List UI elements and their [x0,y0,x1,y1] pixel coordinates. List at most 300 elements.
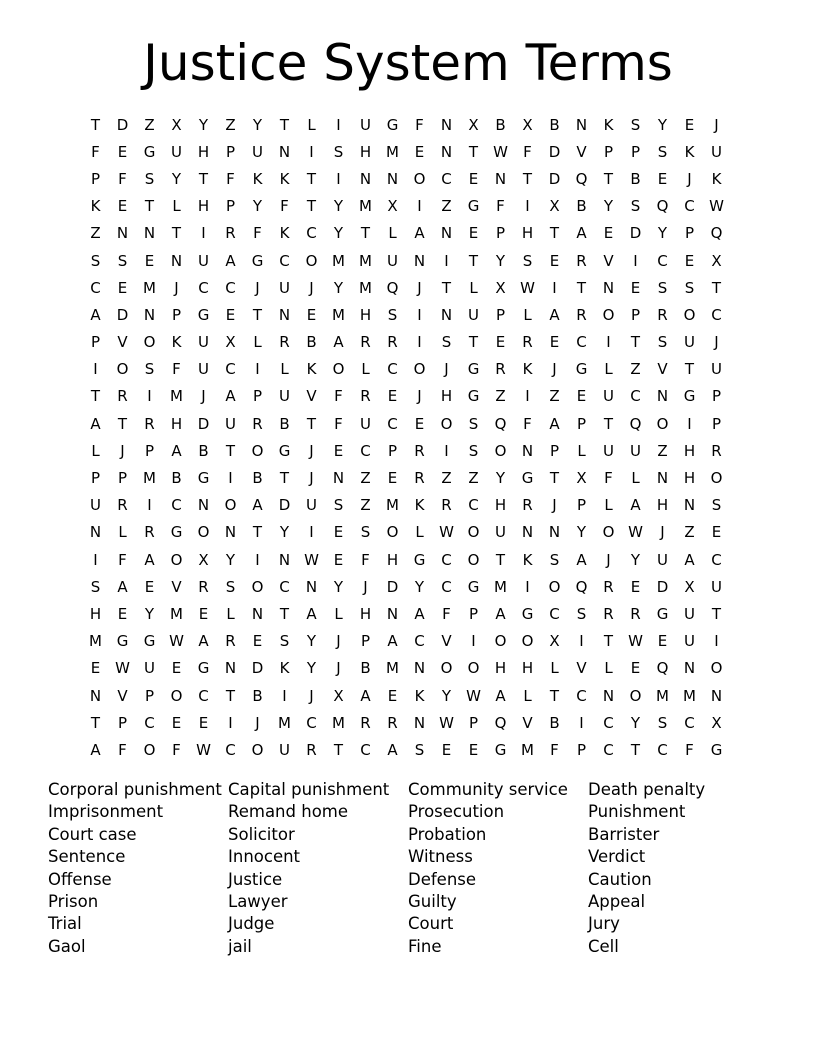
grid-letter[interactable]: G [521,604,534,623]
grid-letter[interactable]: J [309,469,314,488]
grid-letter[interactable]: B [360,659,371,678]
grid-letter[interactable]: I [255,550,260,569]
grid-letter[interactable]: N [413,251,426,270]
grid-letter[interactable]: P [630,305,641,324]
grid-letter[interactable]: A [144,550,155,569]
grid-letter[interactable]: A [684,550,695,569]
grid-letter[interactable]: J [336,659,341,678]
grid-letter[interactable]: T [468,251,479,270]
grid-letter[interactable]: Y [333,224,344,243]
grid-letter[interactable]: C [360,441,371,460]
grid-letter[interactable]: Y [306,659,317,678]
grid-letter[interactable]: E [387,469,398,488]
grid-letter[interactable]: O [548,577,561,596]
grid-letter[interactable]: C [198,686,209,705]
grid-letter[interactable]: Y [576,523,587,542]
grid-letter[interactable]: U [603,441,614,460]
grid-letter[interactable]: P [117,713,128,732]
grid-letter[interactable]: Y [279,523,290,542]
grid-letter[interactable]: S [117,251,128,270]
grid-letter[interactable]: A [90,305,101,324]
grid-letter[interactable]: F [442,604,451,623]
grid-letter[interactable]: U [90,496,101,515]
grid-letter[interactable]: L [307,115,316,134]
grid-letter[interactable]: H [440,387,453,406]
grid-letter[interactable]: C [306,224,317,243]
grid-letter[interactable]: T [198,169,209,188]
grid-letter[interactable]: C [711,550,722,569]
grid-letter[interactable]: C [441,577,452,596]
grid-letter[interactable]: V [117,333,128,352]
grid-letter[interactable]: S [90,251,101,270]
grid-letter[interactable]: R [117,496,128,515]
grid-letter[interactable]: P [360,632,371,651]
grid-letter[interactable]: O [629,686,642,705]
grid-letter[interactable]: J [552,496,557,515]
grid-letter[interactable]: L [91,441,100,460]
grid-letter[interactable]: N [413,659,426,678]
grid-letter[interactable]: V [657,360,668,379]
grid-letter[interactable]: E [414,142,425,161]
grid-letter[interactable]: L [577,441,586,460]
grid-letter[interactable]: G [575,360,588,379]
grid-letter[interactable]: F [91,142,100,161]
grid-letter[interactable]: P [387,441,398,460]
grid-letter[interactable]: U [279,278,290,297]
grid-letter[interactable]: O [683,305,696,324]
grid-letter[interactable]: A [117,577,128,596]
grid-letter[interactable]: E [657,632,668,651]
grid-letter[interactable]: N [278,142,291,161]
grid-letter[interactable]: V [603,251,614,270]
grid-letter[interactable]: W [493,142,508,161]
grid-letter[interactable]: N [251,604,264,623]
grid-letter[interactable]: L [469,278,478,297]
grid-letter[interactable]: E [414,414,425,433]
grid-letter[interactable]: J [660,523,665,542]
grid-letter[interactable]: C [576,686,587,705]
grid-letter[interactable]: K [414,496,425,515]
grid-letter[interactable]: X [711,251,722,270]
grid-letter[interactable]: E [495,333,506,352]
grid-letter[interactable]: S [333,496,344,515]
grid-letter[interactable]: I [444,251,449,270]
grid-letter[interactable]: N [440,305,453,324]
grid-letter[interactable]: C [684,713,695,732]
grid-letter[interactable]: J [417,278,422,297]
grid-letter[interactable]: T [360,224,371,243]
grid-letter[interactable]: I [687,414,692,433]
grid-letter[interactable]: G [467,577,480,596]
grid-letter[interactable]: U [684,333,695,352]
grid-letter[interactable]: T [603,414,614,433]
grid-letter[interactable]: N [359,169,372,188]
grid-letter[interactable]: F [118,740,127,759]
grid-letter[interactable]: W [304,550,319,569]
grid-letter[interactable]: I [417,305,422,324]
grid-letter[interactable]: O [440,414,453,433]
grid-letter[interactable]: G [170,523,183,542]
grid-letter[interactable]: N [656,387,669,406]
grid-letter[interactable]: T [684,360,695,379]
grid-letter[interactable]: U [684,604,695,623]
grid-letter[interactable]: J [552,360,557,379]
grid-letter[interactable]: U [360,115,371,134]
grid-letter[interactable]: K [603,115,614,134]
grid-letter[interactable]: P [576,740,587,759]
grid-letter[interactable]: E [684,115,695,134]
grid-letter[interactable]: X [522,115,533,134]
grid-letter[interactable]: E [468,740,479,759]
grid-letter[interactable]: I [228,713,233,732]
grid-letter[interactable]: E [468,224,479,243]
grid-letter[interactable]: H [521,224,534,243]
grid-letter[interactable]: I [633,251,638,270]
grid-letter[interactable]: L [361,360,370,379]
grid-letter[interactable]: X [225,333,236,352]
grid-letter[interactable]: A [171,441,182,460]
grid-letter[interactable]: J [714,115,719,134]
grid-letter[interactable]: K [522,550,533,569]
grid-letter[interactable]: L [334,604,343,623]
grid-letter[interactable]: O [467,659,480,678]
grid-letter[interactable]: Y [630,713,641,732]
grid-letter[interactable]: T [90,387,101,406]
grid-letter[interactable]: Y [630,550,641,569]
grid-letter[interactable]: E [117,604,128,623]
grid-letter[interactable]: G [413,550,426,569]
grid-letter[interactable]: N [602,278,615,297]
grid-letter[interactable]: X [495,278,506,297]
grid-letter[interactable]: R [414,469,425,488]
grid-letter[interactable]: U [306,496,317,515]
grid-letter[interactable]: T [171,224,182,243]
grid-letter[interactable]: Y [603,197,614,216]
grid-letter[interactable]: M [332,305,345,324]
grid-letter[interactable]: R [441,496,452,515]
grid-letter[interactable]: E [630,659,641,678]
grid-letter[interactable]: J [255,278,260,297]
grid-letter[interactable]: M [656,686,669,705]
grid-letter[interactable]: F [334,387,343,406]
grid-letter[interactable]: R [144,414,155,433]
grid-letter[interactable]: N [521,441,534,460]
grid-letter[interactable]: J [444,360,449,379]
grid-letter[interactable]: R [117,387,128,406]
grid-letter[interactable]: P [252,387,263,406]
grid-letter[interactable]: P [144,686,155,705]
grid-letter[interactable]: O [224,496,237,515]
grid-letter[interactable]: J [174,278,179,297]
grid-letter[interactable]: V [117,686,128,705]
grid-letter[interactable]: L [118,523,127,542]
grid-letter[interactable]: P [144,441,155,460]
grid-letter[interactable]: T [549,224,560,243]
grid-letter[interactable]: B [171,469,182,488]
grid-letter[interactable]: D [116,305,129,324]
grid-letter[interactable]: T [252,305,263,324]
grid-letter[interactable]: M [89,632,102,651]
grid-letter[interactable]: I [147,496,152,515]
grid-letter[interactable]: S [468,414,479,433]
grid-letter[interactable]: C [441,169,452,188]
grid-letter[interactable]: N [548,523,561,542]
grid-letter[interactable]: P [684,224,695,243]
grid-letter[interactable]: G [197,469,210,488]
grid-letter[interactable]: M [332,251,345,270]
grid-letter[interactable]: I [525,197,530,216]
grid-letter[interactable]: X [711,713,722,732]
grid-letter[interactable]: M [386,496,399,515]
grid-letter[interactable]: E [198,713,209,732]
grid-letter[interactable]: Z [468,469,479,488]
grid-letter[interactable]: C [225,360,236,379]
grid-letter[interactable]: C [468,496,479,515]
grid-letter[interactable]: M [278,713,291,732]
grid-letter[interactable]: R [603,604,614,623]
grid-letter[interactable]: I [417,197,422,216]
grid-letter[interactable]: S [522,251,533,270]
grid-letter[interactable]: N [170,251,183,270]
grid-letter[interactable]: N [521,523,534,542]
grid-letter[interactable]: O [440,659,453,678]
grid-letter[interactable]: T [468,333,479,352]
grid-letter[interactable]: Q [494,414,507,433]
grid-letter[interactable]: H [170,414,183,433]
grid-letter[interactable]: U [657,550,668,569]
grid-letter[interactable]: R [414,441,425,460]
grid-letter[interactable]: H [494,496,507,515]
grid-letter[interactable]: N [89,686,102,705]
grid-letter[interactable]: G [386,115,399,134]
grid-letter[interactable]: U [468,305,479,324]
grid-letter[interactable]: G [521,469,534,488]
grid-letter[interactable]: O [602,305,615,324]
grid-letter[interactable]: S [657,278,668,297]
grid-letter[interactable]: X [549,632,560,651]
grid-letter[interactable]: F [172,740,181,759]
grid-letter[interactable]: Z [441,197,452,216]
grid-letter[interactable]: P [630,142,641,161]
grid-letter[interactable]: M [143,278,156,297]
grid-letter[interactable]: M [359,197,372,216]
grid-letter[interactable]: I [93,360,98,379]
grid-letter[interactable]: R [630,604,641,623]
grid-letter[interactable]: E [171,659,182,678]
grid-letter[interactable]: R [198,577,209,596]
grid-letter[interactable]: J [363,577,368,596]
grid-letter[interactable]: A [495,604,506,623]
grid-letter[interactable]: T [441,278,452,297]
grid-letter[interactable]: C [657,740,668,759]
grid-letter[interactable]: N [386,169,399,188]
grid-letter[interactable]: P [225,197,236,216]
grid-letter[interactable]: T [306,197,317,216]
grid-letter[interactable]: Z [360,496,371,515]
grid-letter[interactable]: T [279,469,290,488]
grid-letter[interactable]: O [710,469,723,488]
grid-letter[interactable]: C [387,414,398,433]
grid-letter[interactable]: C [711,305,722,324]
grid-letter[interactable]: Z [684,523,695,542]
grid-letter[interactable]: I [282,686,287,705]
grid-letter[interactable]: A [495,686,506,705]
grid-letter[interactable]: E [198,604,209,623]
grid-letter[interactable]: O [116,360,129,379]
grid-letter[interactable]: S [279,632,290,651]
grid-letter[interactable]: X [549,197,560,216]
grid-letter[interactable]: P [171,305,182,324]
grid-letter[interactable]: V [576,659,587,678]
grid-letter[interactable]: H [494,659,507,678]
grid-letter[interactable]: R [387,713,398,732]
grid-letter[interactable]: M [386,142,399,161]
grid-letter[interactable]: Q [656,197,669,216]
grid-letter[interactable]: Y [333,278,344,297]
grid-letter[interactable]: F [361,550,370,569]
grid-letter[interactable]: I [309,142,314,161]
grid-letter[interactable]: W [520,278,535,297]
grid-letter[interactable]: O [386,523,399,542]
grid-letter[interactable]: R [360,713,371,732]
grid-letter[interactable]: P [576,414,587,433]
grid-letter[interactable]: X [171,115,182,134]
grid-letter[interactable]: Q [575,577,588,596]
grid-letter[interactable]: O [143,333,156,352]
grid-letter[interactable]: M [494,577,507,596]
grid-letter[interactable]: F [685,740,694,759]
grid-letter[interactable]: U [252,142,263,161]
grid-letter[interactable]: M [332,713,345,732]
grid-letter[interactable]: Y [333,577,344,596]
grid-letter[interactable]: P [603,142,614,161]
grid-letter[interactable]: T [90,115,101,134]
grid-letter[interactable]: O [305,251,318,270]
grid-letter[interactable]: E [441,740,452,759]
grid-letter[interactable]: L [523,305,532,324]
grid-letter[interactable]: C [387,360,398,379]
grid-letter[interactable]: B [252,469,263,488]
grid-letter[interactable]: M [386,659,399,678]
grid-letter[interactable]: I [309,523,314,542]
grid-letter[interactable]: E [144,577,155,596]
grid-letter[interactable]: L [604,360,613,379]
grid-letter[interactable]: U [279,387,290,406]
grid-letter[interactable]: C [414,632,425,651]
grid-letter[interactable]: H [386,550,399,569]
grid-letter[interactable]: U [711,142,722,161]
grid-letter[interactable]: F [118,550,127,569]
grid-letter[interactable]: S [657,713,668,732]
grid-letter[interactable]: V [576,142,587,161]
grid-letter[interactable]: M [359,278,372,297]
grid-letter[interactable]: T [225,441,236,460]
grid-letter[interactable]: S [144,360,155,379]
grid-letter[interactable]: S [657,142,668,161]
grid-letter[interactable]: I [525,387,530,406]
grid-letter[interactable]: S [549,550,560,569]
grid-letter[interactable]: N [224,659,237,678]
grid-letter[interactable]: O [251,577,264,596]
grid-letter[interactable]: R [279,333,290,352]
grid-letter[interactable]: U [495,523,506,542]
grid-letter[interactable]: N [575,115,588,134]
grid-letter[interactable]: L [226,604,235,623]
grid-letter[interactable]: U [603,387,614,406]
grid-letter[interactable]: P [711,387,722,406]
grid-letter[interactable]: A [549,305,560,324]
grid-letter[interactable]: H [521,659,534,678]
grid-letter[interactable]: R [144,523,155,542]
grid-letter[interactable]: S [630,115,641,134]
grid-letter[interactable]: B [252,686,263,705]
grid-letter[interactable]: F [172,360,181,379]
grid-letter[interactable]: T [603,632,614,651]
grid-letter[interactable]: N [683,496,696,515]
grid-letter[interactable]: R [657,305,668,324]
grid-letter[interactable]: J [309,278,314,297]
grid-letter[interactable]: D [251,659,264,678]
grid-letter[interactable]: S [684,278,695,297]
grid-letter[interactable]: D [116,115,129,134]
grid-letter[interactable]: B [549,115,560,134]
grid-letter[interactable]: N [440,115,453,134]
grid-letter[interactable]: E [603,224,614,243]
grid-letter[interactable]: E [117,278,128,297]
grid-letter[interactable]: F [550,740,559,759]
grid-letter[interactable]: M [170,604,183,623]
grid-letter[interactable]: P [711,414,722,433]
grid-letter[interactable]: W [709,197,724,216]
grid-letter[interactable]: Z [549,387,560,406]
grid-letter[interactable]: G [683,387,696,406]
grid-letter[interactable]: J [606,550,611,569]
grid-letter[interactable]: K [279,169,290,188]
grid-letter[interactable]: T [495,550,506,569]
grid-letter[interactable]: H [197,142,210,161]
grid-letter[interactable]: Y [495,251,506,270]
grid-letter[interactable]: W [628,632,643,651]
grid-letter[interactable]: C [360,740,371,759]
grid-letter[interactable]: E [333,441,344,460]
grid-letter[interactable]: J [336,632,341,651]
grid-letter[interactable]: L [172,197,181,216]
grid-letter[interactable]: C [576,333,587,352]
grid-letter[interactable]: I [228,469,233,488]
grid-letter[interactable]: F [118,169,127,188]
grid-letter[interactable]: X [576,469,587,488]
grid-letter[interactable]: G [467,360,480,379]
grid-letter[interactable]: T [603,169,614,188]
grid-letter[interactable]: P [468,604,479,623]
grid-letter[interactable]: T [630,333,641,352]
grid-letter[interactable]: W [439,713,454,732]
grid-letter[interactable]: T [468,142,479,161]
grid-letter[interactable]: Z [657,441,668,460]
grid-letter[interactable]: F [226,169,235,188]
grid-letter[interactable]: D [548,142,561,161]
grid-letter[interactable]: R [225,632,236,651]
grid-letter[interactable]: G [116,632,129,651]
grid-letter[interactable]: H [359,142,372,161]
grid-letter[interactable]: S [225,577,236,596]
grid-letter[interactable]: G [197,659,210,678]
grid-letter[interactable]: G [656,604,669,623]
grid-letter[interactable]: T [522,169,533,188]
grid-letter[interactable]: C [306,713,317,732]
grid-letter[interactable]: G [143,632,156,651]
grid-letter[interactable]: H [683,469,696,488]
